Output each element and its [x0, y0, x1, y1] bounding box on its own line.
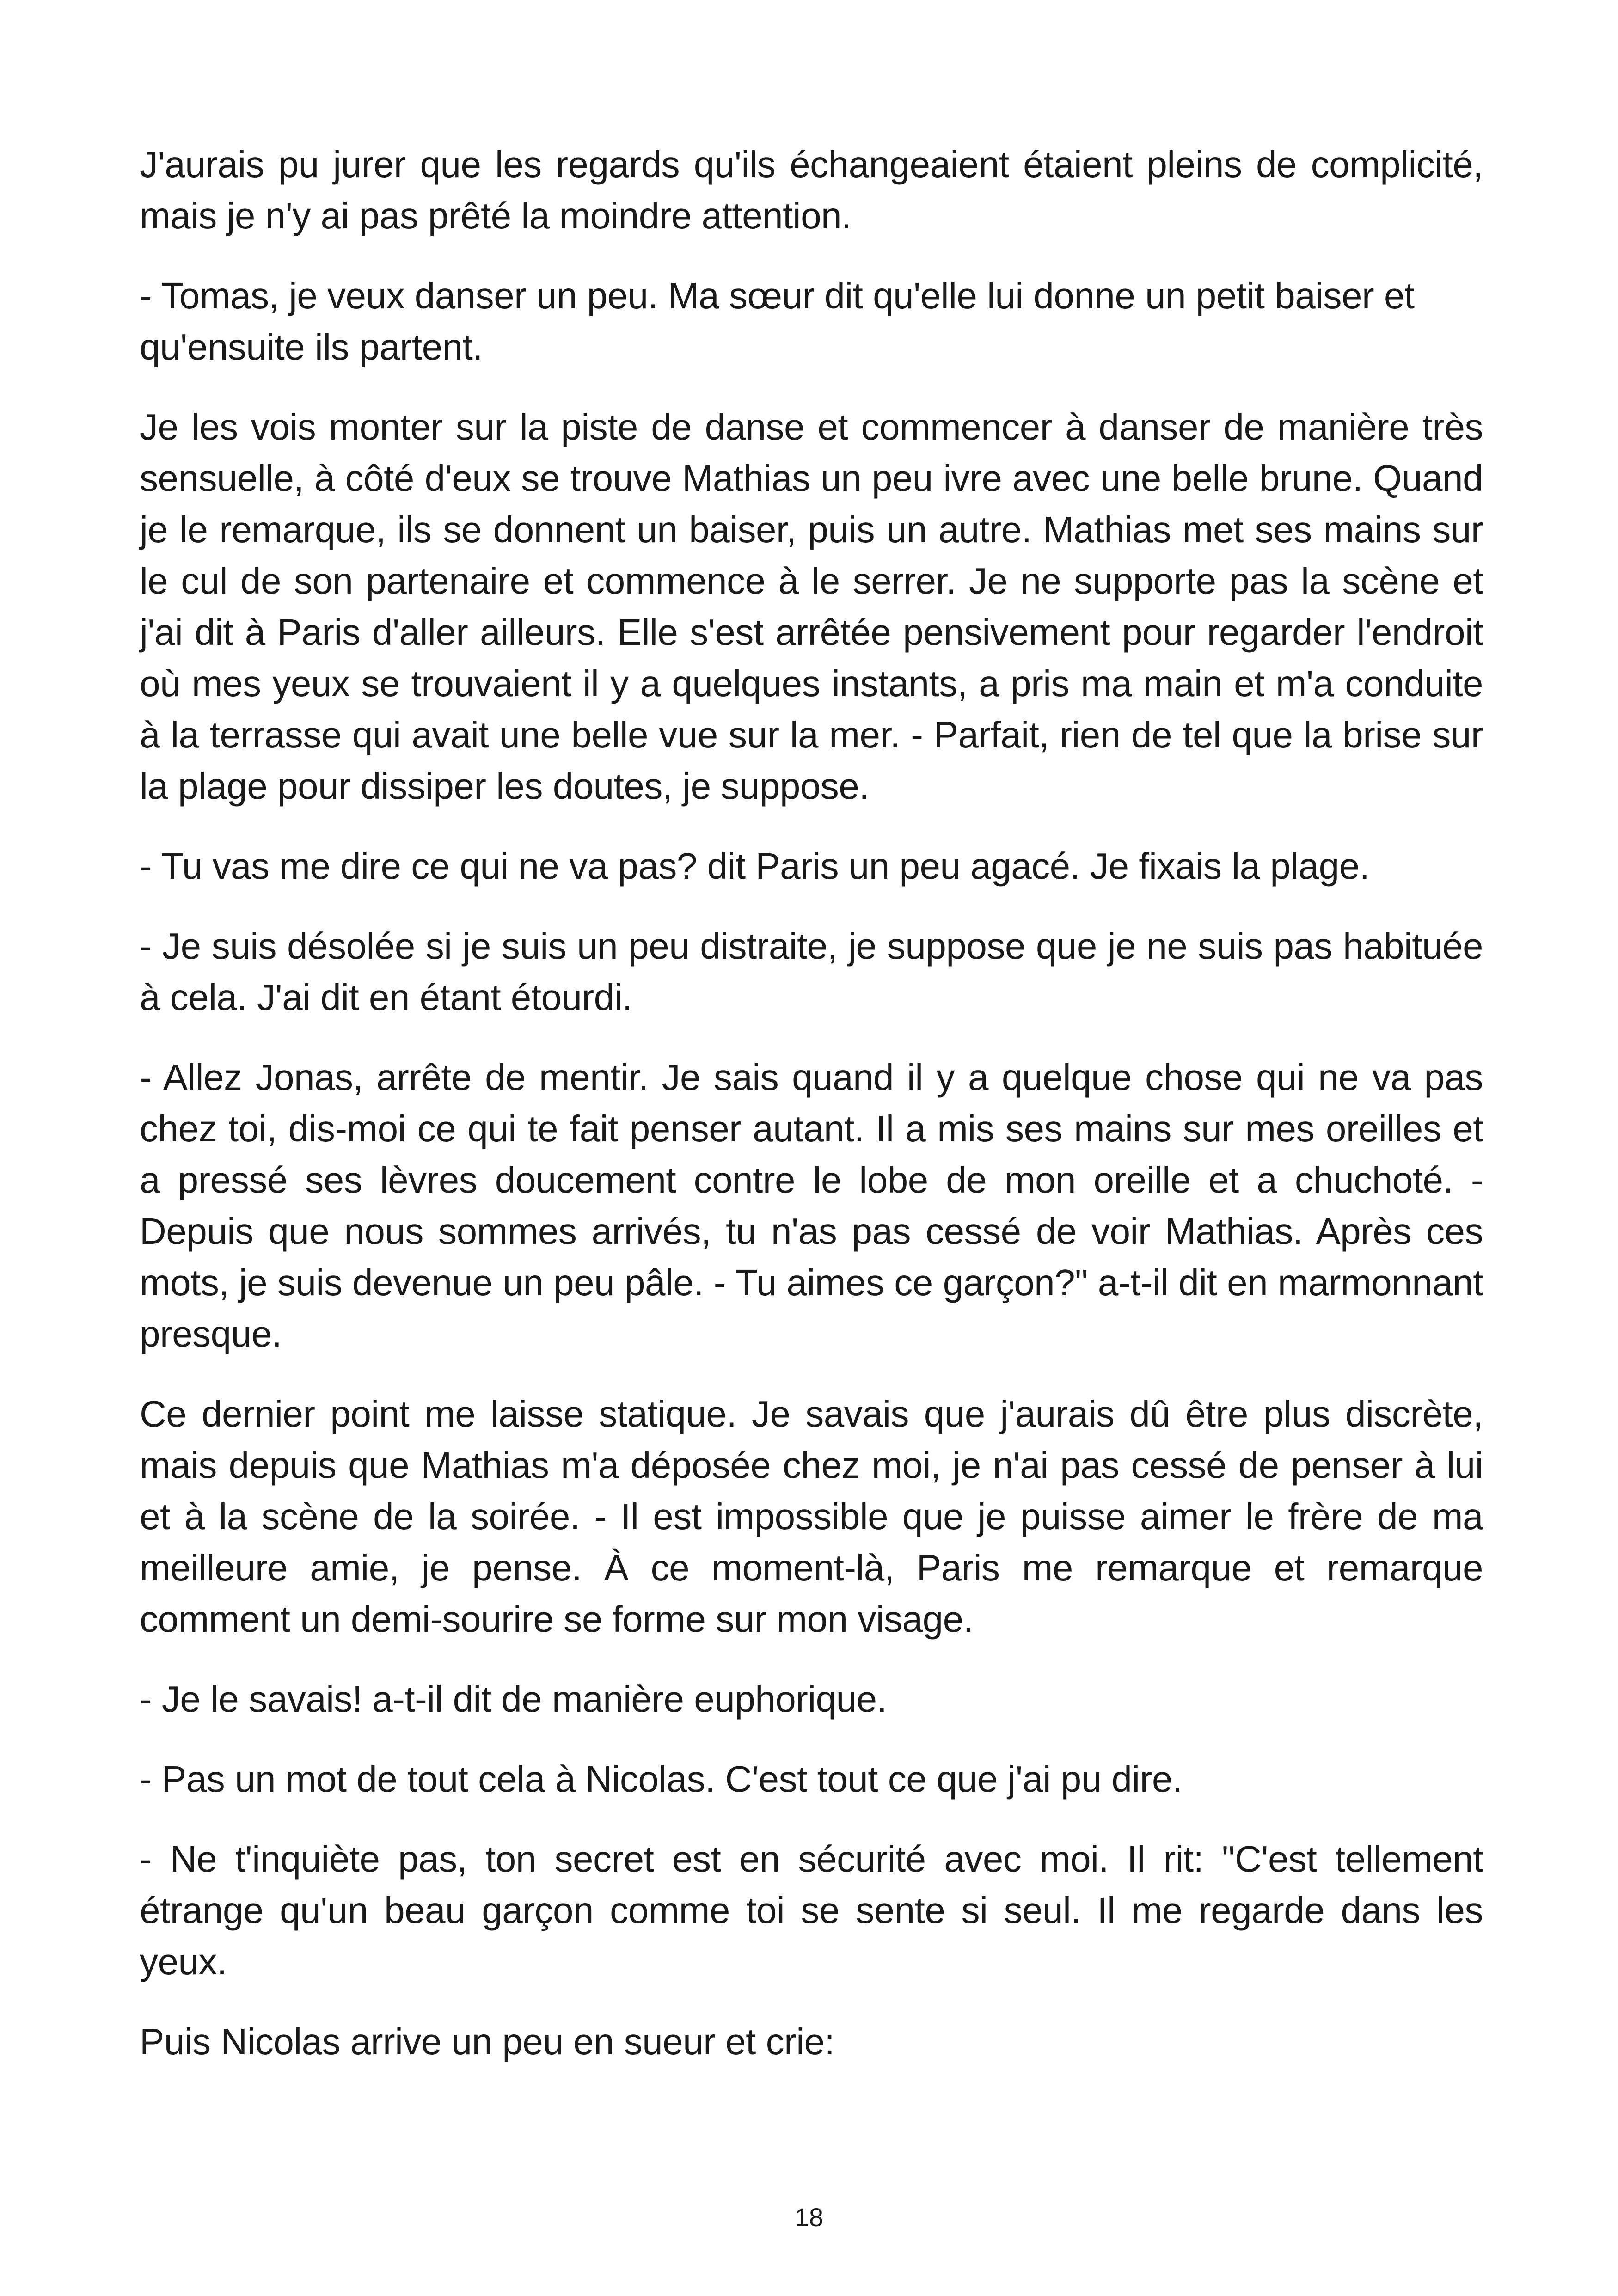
paragraph-11: Puis Nicolas arrive un peu en sueur et crie:	[140, 2021, 835, 2062]
paragraph-9: - Pas un mot de tout cela à Nicolas. C'est tout ce que j'ai pu dire.	[140, 1758, 1183, 1800]
paragraph-3: Je les vois monter sur la piste de danse et commencer à danser de manière très sensuelle, à côté d'eux se trouve Mathias un peu ivre avec une belle brune. Quand je le remarque, ils se donnent un baiser, puis un autre. Mathias met ses mains sur le cul de son partenaire et commence à le serrer. Je ne supporte pas la scène et j'ai dit à Paris d'aller ailleurs. Elle s'est arrêtée pensivement pour regarder l'endroit où mes yeux se trouvaient il y a quelques instants, a pris ma main et m'a conduite à la terrasse qui avait une belle vue sur la mer. - Parfait, rien de tel que la brise sur la plage pour dissiper les doutes, je suppose.	[140, 406, 1483, 807]
page-number: 18	[794, 2203, 824, 2232]
paragraph-7: Ce dernier point me laisse statique. Je savais que j'aurais dû être plus discrète, mais depuis que Mathias m'a déposée chez moi, je n'ai pas cessé de penser à lui et à la scène de la soirée. - Il est impossible que je puisse aimer le frère de ma meilleure amie, je pense. À ce moment-là, Paris me remarque et remarque comment un demi-sourire se forme sur mon visage.	[140, 1393, 1483, 1640]
paragraph-1: J'aurais pu jurer que les regards qu'ils échangeaient étaient pleins de complicité, mais je n'y ai pas prêté la moindre attention.	[140, 144, 1483, 236]
paragraph-6: - Allez Jonas, arrête de mentir. Je sais quand il y a quelque chose qui ne va pas chez toi, dis-moi ce qui te fait penser autant. Il a mis ses mains sur mes oreilles et a pressé ses lèvres doucement contre le lobe de mon oreille et a chuchoté. - Depuis que nous sommes arrivés, tu n'as pas cessé de voir Mathias. Après ces mots, je suis devenue un peu pâle. - Tu aimes ce garçon?" a-t-il dit en marmonnant presque.	[140, 1057, 1483, 1354]
page-body	[140, 139, 1483, 2096]
paragraph-8: - Je le savais! a-t-il dit de manière euphorique.	[140, 1678, 887, 1720]
paragraph-5: - Je suis désolée si je suis un peu distraite, je suppose que je ne suis pas habituée à cela. J'ai dit en étant étourdi.	[140, 925, 1483, 1018]
paragraph-10: - Ne t'inquiète pas, ton secret est en sécurité avec moi. Il rit: "C'est tellement étrange qu'un beau garçon comme toi se sente si seul. Il me regarde dans les yeux.	[140, 1838, 1483, 1982]
paragraph-2: - Tomas, je veux danser un peu. Ma sœur dit qu'elle lui donne un petit baiser et qu'ensuite ils partent.	[140, 275, 1415, 367]
paragraph-4: - Tu vas me dire ce qui ne va pas? dit Paris un peu agacé. Je fixais la plage.	[140, 845, 1370, 887]
